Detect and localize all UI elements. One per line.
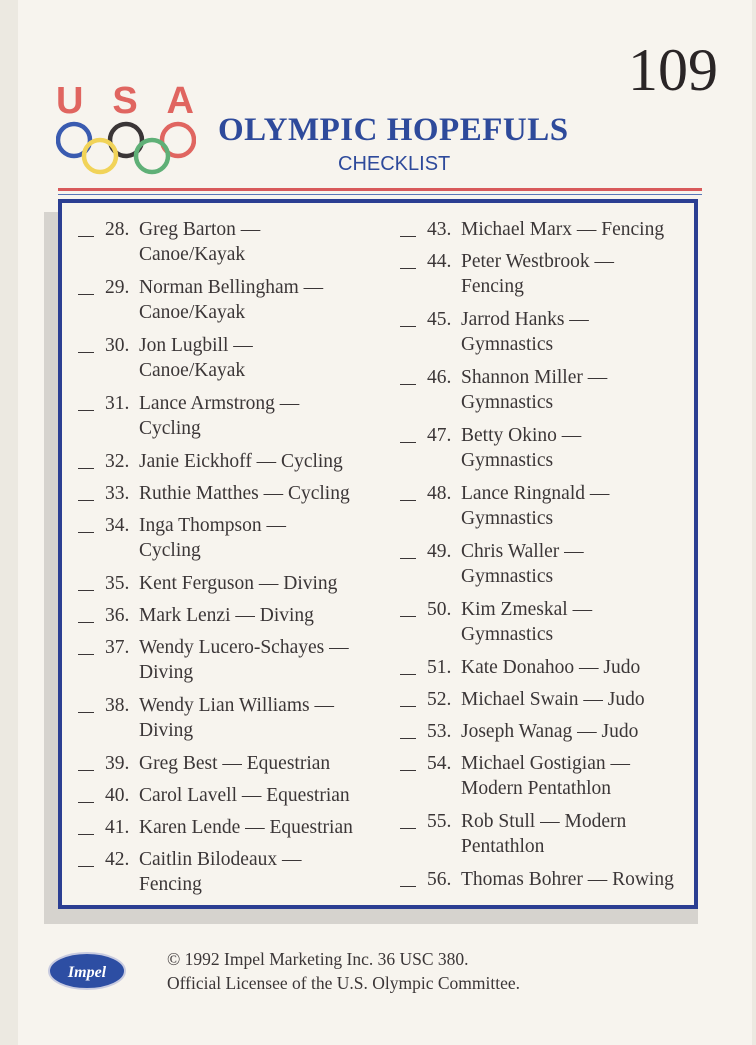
entry-number: 56. xyxy=(427,869,452,890)
entry-number: 36. xyxy=(105,605,130,626)
checklist-entry xyxy=(400,687,700,712)
entry-number: 39. xyxy=(105,753,130,774)
entry-number: 37. xyxy=(105,637,130,658)
checklist-entry xyxy=(400,217,700,242)
checklist-entry xyxy=(400,307,700,357)
entry-sport: Canoe/Kayak xyxy=(139,244,246,265)
checkbox-blank[interactable] xyxy=(78,834,94,835)
checklist-entry xyxy=(78,391,378,441)
trading-card xyxy=(18,0,752,1045)
entry-name: Ruthie Matthes — Cycling xyxy=(139,483,350,504)
checklist-entry xyxy=(400,655,700,680)
entry-sport: Cycling xyxy=(139,540,201,561)
entry-name: Michael Swain — Judo xyxy=(461,689,645,710)
entry-number: 42. xyxy=(105,849,130,870)
entry-sport: Modern Pentathlon xyxy=(461,778,612,799)
checklist-entry xyxy=(78,815,378,840)
entry-number: 31. xyxy=(105,393,130,414)
entry-name: Janie Eickhoff — Cycling xyxy=(139,451,343,472)
entry-name: Kent Ferguson — Diving xyxy=(139,573,338,594)
checkbox-blank[interactable] xyxy=(400,236,416,237)
entry-sport: Fencing xyxy=(139,874,202,895)
checklist-entry xyxy=(78,217,378,267)
entry-sport: Canoe/Kayak xyxy=(139,302,246,323)
entry-number: 47. xyxy=(427,425,452,446)
checklist-entry xyxy=(400,365,700,415)
card-subtitle: CHECKLIST xyxy=(338,153,451,175)
checklist-entry xyxy=(78,693,378,743)
entry-number: 50. xyxy=(427,599,452,620)
checkbox-blank[interactable] xyxy=(78,622,94,623)
checkbox-blank[interactable] xyxy=(400,674,416,675)
entry-name: Peter Westbrook — xyxy=(461,251,614,272)
entry-name: Michael Gostigian — xyxy=(461,753,630,774)
entry-name: Karen Lende — Equestrian xyxy=(139,817,353,838)
entry-name: Mark Lenzi — Diving xyxy=(139,605,314,626)
header-stripe-red xyxy=(58,188,702,191)
checkbox-blank[interactable] xyxy=(400,326,416,327)
checklist-entry xyxy=(400,597,700,647)
usa-olympic-logo xyxy=(56,80,196,180)
entry-name: Chris Waller — xyxy=(461,541,584,562)
checklist-entry xyxy=(400,867,700,892)
license-line: Official Licensee of the U.S. Olympic Committee. xyxy=(167,973,520,993)
card-title: OLYMPIC HOPEFULS xyxy=(218,112,569,148)
usa-letter: S xyxy=(112,80,140,122)
entry-name: Lance Ringnald — xyxy=(461,483,610,504)
checklist-entry xyxy=(78,449,378,474)
checklist-entry xyxy=(400,481,700,531)
entry-name: Betty Okino — xyxy=(461,425,582,446)
yellow-ring xyxy=(84,140,116,172)
checkbox-blank[interactable] xyxy=(78,770,94,771)
checkbox-blank[interactable] xyxy=(78,410,94,411)
checklist-entry xyxy=(78,635,378,685)
entry-name: Lance Armstrong — xyxy=(139,393,300,414)
usa-letters xyxy=(56,80,196,123)
checklist-column-right xyxy=(400,217,700,899)
entry-sport: Diving xyxy=(139,720,194,741)
checklist-entry xyxy=(78,481,378,506)
checkbox-blank[interactable] xyxy=(78,802,94,803)
entry-name: Jon Lugbill — xyxy=(139,335,253,356)
entry-number: 52. xyxy=(427,689,452,710)
entry-sport: Gymnastics xyxy=(461,392,554,413)
entry-name: Caitlin Bilodeaux — xyxy=(139,849,302,870)
checkbox-blank[interactable] xyxy=(78,532,94,533)
entry-number: 44. xyxy=(427,251,452,272)
checkbox-blank[interactable] xyxy=(78,236,94,237)
entry-name: Jarrod Hanks — xyxy=(461,309,589,330)
checklist-entry xyxy=(78,275,378,325)
entry-number: 53. xyxy=(427,721,452,742)
checklist-entry xyxy=(400,719,700,744)
impel-logo-text: Impel xyxy=(67,964,107,981)
entry-name: Wendy Lucero-Schayes — xyxy=(139,637,349,658)
checkbox-blank[interactable] xyxy=(78,590,94,591)
entry-number: 49. xyxy=(427,541,452,562)
entry-sport: Gymnastics xyxy=(461,334,554,355)
checkbox-blank[interactable] xyxy=(78,352,94,353)
checklist-entry xyxy=(400,423,700,473)
entry-sport: Gymnastics xyxy=(461,624,554,645)
usa-letter: A xyxy=(166,80,196,122)
checkbox-blank[interactable] xyxy=(78,654,94,655)
checklist-entry xyxy=(400,809,700,859)
entry-name: Kim Zmeskal — xyxy=(461,599,593,620)
olympic-rings-icon xyxy=(56,120,196,180)
checklist-entry xyxy=(400,751,700,801)
entry-name: Kate Donahoo — Judo xyxy=(461,657,641,678)
footer-legal xyxy=(167,947,520,995)
header-stripe-blue xyxy=(58,194,702,195)
checkbox-blank[interactable] xyxy=(400,268,416,269)
entry-number: 35. xyxy=(105,573,130,594)
entry-sport: Pentathlon xyxy=(461,836,545,857)
checkbox-blank[interactable] xyxy=(78,866,94,867)
checklist-entry xyxy=(78,751,378,776)
entry-name: Inga Thompson — xyxy=(139,515,286,536)
green-ring xyxy=(136,140,168,172)
checklist-entry xyxy=(78,783,378,808)
checklist-entry xyxy=(78,847,378,897)
impel-logo-icon xyxy=(47,950,127,992)
checkbox-blank[interactable] xyxy=(400,384,416,385)
usa-letter: U xyxy=(56,80,86,122)
entry-sport: Diving xyxy=(139,662,194,683)
entry-sport: Canoe/Kayak xyxy=(139,360,246,381)
checklist-entry xyxy=(78,603,378,628)
entry-sport: Gymnastics xyxy=(461,450,554,471)
entry-number: 55. xyxy=(427,811,452,832)
entry-number: 41. xyxy=(105,817,130,838)
checkbox-blank[interactable] xyxy=(78,712,94,713)
entry-sport: Gymnastics xyxy=(461,566,554,587)
entry-number: 29. xyxy=(105,277,130,298)
checklist-entry xyxy=(78,571,378,596)
entry-number: 46. xyxy=(427,367,452,388)
checkbox-blank[interactable] xyxy=(400,558,416,559)
checkbox-blank[interactable] xyxy=(400,706,416,707)
entry-sport: Fencing xyxy=(461,276,524,297)
checkbox-blank[interactable] xyxy=(400,738,416,739)
checkbox-blank[interactable] xyxy=(400,500,416,501)
entry-number: 51. xyxy=(427,657,452,678)
checklist-entry xyxy=(400,539,700,589)
entry-number: 28. xyxy=(105,219,130,240)
checkbox-blank[interactable] xyxy=(78,500,94,501)
checklist-column-left xyxy=(78,217,378,905)
entry-number: 43. xyxy=(427,219,452,240)
entry-name: Greg Best — Equestrian xyxy=(139,753,331,774)
entry-number: 40. xyxy=(105,785,130,806)
entry-name: Shannon Miller — xyxy=(461,367,608,388)
checkbox-blank[interactable] xyxy=(400,828,416,829)
entry-name: Rob Stull — Modern xyxy=(461,811,627,832)
entry-name: Carol Lavell — Equestrian xyxy=(139,785,350,806)
entry-name: Norman Bellingham — xyxy=(139,277,324,298)
entry-sport: Cycling xyxy=(139,418,201,439)
checkbox-blank[interactable] xyxy=(400,442,416,443)
checkbox-blank[interactable] xyxy=(400,770,416,771)
entry-name: Greg Barton — xyxy=(139,219,261,240)
checklist-entry xyxy=(78,333,378,383)
copyright-line: © 1992 Impel Marketing Inc. 36 USC 380. xyxy=(167,949,469,969)
checkbox-blank[interactable] xyxy=(78,294,94,295)
entry-number: 45. xyxy=(427,309,452,330)
entry-name: Thomas Bohrer — Rowing xyxy=(461,869,674,890)
checklist-entry xyxy=(400,249,700,299)
entry-number: 30. xyxy=(105,335,130,356)
entry-name: Wendy Lian Williams — xyxy=(139,695,334,716)
entry-number: 54. xyxy=(427,753,452,774)
entry-sport: Gymnastics xyxy=(461,508,554,529)
entry-number: 34. xyxy=(105,515,130,536)
entry-number: 48. xyxy=(427,483,452,504)
checklist-entry xyxy=(78,513,378,563)
checklist-box xyxy=(58,199,698,909)
entry-name: Joseph Wanag — Judo xyxy=(461,721,639,742)
entry-number: 33. xyxy=(105,483,130,504)
checkbox-blank[interactable] xyxy=(400,886,416,887)
checkbox-blank[interactable] xyxy=(78,468,94,469)
checkbox-blank[interactable] xyxy=(400,616,416,617)
entry-number: 32. xyxy=(105,451,130,472)
card-number: 109 xyxy=(628,37,718,103)
entry-number: 38. xyxy=(105,695,130,716)
entry-name: Michael Marx — Fencing xyxy=(461,219,665,240)
